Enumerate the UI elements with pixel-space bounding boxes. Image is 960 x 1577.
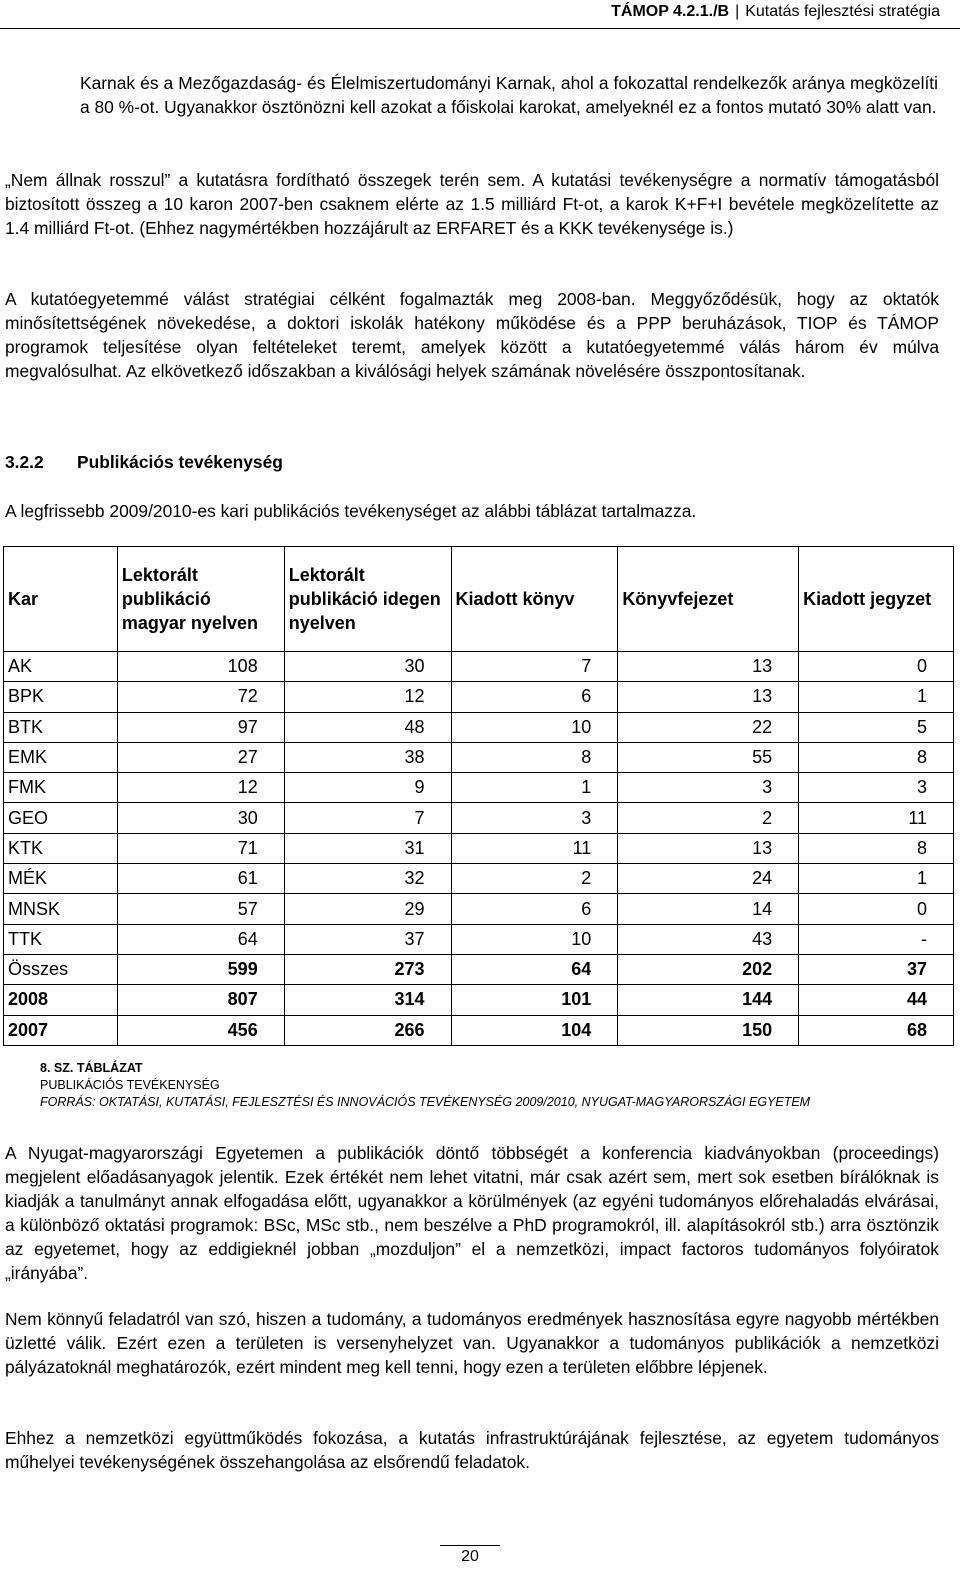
table-cell-value: 0 bbox=[799, 652, 954, 682]
table-caption bbox=[40, 1060, 810, 1111]
table-cell-value: 6 bbox=[451, 894, 618, 924]
paragraph-1: Karnak és a Mezőgazdaság- és Élelmiszertudományi Karnak, ahol a fokozattal rendelkezők aránya megközelíti a 80 %-ot. Ugyanakkor ösztönözni kell azokat a főiskolai karokat, amelyeknél ez a fontos mutató 30% alatt van. bbox=[80, 73, 938, 117]
page-number: 20 bbox=[461, 1548, 479, 1565]
table-cell-value: 38 bbox=[284, 742, 451, 772]
table-row bbox=[4, 864, 954, 894]
table-cell-value: 30 bbox=[117, 803, 284, 833]
table-cell-value: 3 bbox=[618, 773, 799, 803]
table-cell-value: 72 bbox=[117, 682, 284, 712]
table-cell-value: 10 bbox=[451, 924, 618, 954]
paragraph-2: „Nem állnak rosszul” a kutatásra fordítható összegek terén sem. A kutatási tevékenységre a normatív támogatásból biztosított összeg a 10 karon 2007-ben csaknem elérte az 1.5 milliárd Ft-ot, a karok K+F+I bevétele megközelítette az 1.4 milliárd Ft-ot. (Ehhez nagymértékben hozzájárult az ERFARET és a KKK tevékenysége is.) bbox=[5, 170, 939, 238]
table-cell-value: 61 bbox=[117, 864, 284, 894]
table-cell-value: 29 bbox=[284, 894, 451, 924]
table-cell-value: 144 bbox=[618, 985, 799, 1015]
paragraph-4: A legfrissebb 2009/2010-es kari publikációs tevékenységet az alábbi táblázat tartalmazza. bbox=[5, 501, 697, 521]
table-cell-kar: BTK bbox=[4, 712, 118, 742]
table-cell-value: 6 bbox=[451, 682, 618, 712]
table-cell-value: 31 bbox=[284, 833, 451, 863]
table-cell-kar: BPK bbox=[4, 682, 118, 712]
table-cell-value: 599 bbox=[117, 954, 284, 984]
table-header-row bbox=[4, 547, 954, 652]
table-cell-value: 32 bbox=[284, 864, 451, 894]
paragraph-3: A kutatóegyetemmé válást stratégiai célként fogalmazták meg 2008-ban. Meggyőződésük, hogy az oktatók minősítettségének növekedése, a doktori iskolák hatékony működése és a PPP beruházások, TIOP és TÁMOP programok teljesítése olyan feltételeket teremt, amelyek között a kutatóegyetemmé válás három év múlva megvalósulhat. Az elkövetkező időszakban a kiválósági helyek számának növelésére összpontosítanak. bbox=[5, 289, 939, 381]
table-cell-value: 1 bbox=[799, 682, 954, 712]
table-cell-value: 202 bbox=[618, 954, 799, 984]
table-row bbox=[4, 985, 954, 1015]
header-konyvfejezet: Könyvfejezet bbox=[618, 547, 799, 652]
table-row bbox=[4, 1015, 954, 1045]
table-cell-value: - bbox=[799, 924, 954, 954]
caption-label: SZ. TÁBLÁZAT bbox=[53, 1061, 143, 1075]
table-cell-value: 10 bbox=[451, 712, 618, 742]
table-row bbox=[4, 712, 954, 742]
table-cell-value: 64 bbox=[451, 954, 618, 984]
table-row bbox=[4, 924, 954, 954]
table-cell-value: 24 bbox=[618, 864, 799, 894]
table-cell-kar: FMK bbox=[4, 773, 118, 803]
table-row bbox=[4, 833, 954, 863]
table-cell-value: 2 bbox=[618, 803, 799, 833]
table-cell-kar: Összes bbox=[4, 954, 118, 984]
table-row bbox=[4, 803, 954, 833]
caption-title: PUBLIKÁCIÓS TEVÉKENYSÉG bbox=[40, 1078, 220, 1092]
table-cell-kar: AK bbox=[4, 652, 118, 682]
table-cell-value: 11 bbox=[799, 803, 954, 833]
table-cell-kar: MÉK bbox=[4, 864, 118, 894]
table-row bbox=[4, 954, 954, 984]
table-cell-value: 104 bbox=[451, 1015, 618, 1045]
table-cell-value: 273 bbox=[284, 954, 451, 984]
table-cell-value: 11 bbox=[451, 833, 618, 863]
table-cell-value: 44 bbox=[799, 985, 954, 1015]
table-cell-value: 9 bbox=[284, 773, 451, 803]
table-cell-value: 14 bbox=[618, 894, 799, 924]
section-number: 3.2.2 bbox=[5, 452, 44, 472]
table-cell-value: 7 bbox=[284, 803, 451, 833]
table-cell-value: 68 bbox=[799, 1015, 954, 1045]
table-cell-value: 1 bbox=[799, 864, 954, 894]
header-separator: | bbox=[735, 3, 740, 20]
table-cell-value: 5 bbox=[799, 712, 954, 742]
table-row bbox=[4, 652, 954, 682]
table-cell-value: 1 bbox=[451, 773, 618, 803]
header-lektoralt-idegen: Lektorált publikáció idegen nyelven bbox=[284, 547, 451, 652]
table-row bbox=[4, 773, 954, 803]
section-title: Publikációs tevékenység bbox=[77, 452, 283, 472]
table-cell-value: 266 bbox=[284, 1015, 451, 1045]
table-cell-value: 12 bbox=[284, 682, 451, 712]
table-cell-value: 0 bbox=[799, 894, 954, 924]
header-lektoralt-magyar: Lektorált publikáció magyar nyelven bbox=[117, 547, 284, 652]
table-cell-value: 8 bbox=[799, 833, 954, 863]
table-cell-kar: MNSK bbox=[4, 894, 118, 924]
paragraph-6: Nem könnyű feladatról van szó, hiszen a tudomány, a tudományos eredmények hasznosítása egyre nagyobb mértékben üzletté válik. Ezért ezen a területen is versenyhelyzet van. Ugyanakkor a tudományos publikációk a nemzetközi pályázatoknál meghatározók, ezért mindent meg kell tenni, hogy ezen a területen előbbre lépjenek. bbox=[5, 1309, 939, 1377]
table-cell-value: 314 bbox=[284, 985, 451, 1015]
table-cell-value: 13 bbox=[618, 682, 799, 712]
table-cell-value: 48 bbox=[284, 712, 451, 742]
table-cell-value: 37 bbox=[799, 954, 954, 984]
table-cell-value: 3 bbox=[799, 773, 954, 803]
table-cell-value: 807 bbox=[117, 985, 284, 1015]
header-kar: Kar bbox=[4, 547, 118, 652]
table-cell-value: 57 bbox=[117, 894, 284, 924]
table-cell-value: 8 bbox=[451, 742, 618, 772]
table-cell-value: 97 bbox=[117, 712, 284, 742]
table-cell-value: 37 bbox=[284, 924, 451, 954]
table-cell-kar: 2008 bbox=[4, 985, 118, 1015]
table-cell-value: 22 bbox=[618, 712, 799, 742]
table-cell-kar: KTK bbox=[4, 833, 118, 863]
table-cell-value: 55 bbox=[618, 742, 799, 772]
header-kiadott-konyv: Kiadott könyv bbox=[451, 547, 618, 652]
header-project: TÁMOP 4.2.1./B bbox=[611, 3, 730, 20]
table-cell-value: 27 bbox=[117, 742, 284, 772]
table-cell-kar: 2007 bbox=[4, 1015, 118, 1045]
table-row bbox=[4, 682, 954, 712]
table-cell-value: 101 bbox=[451, 985, 618, 1015]
table-cell-value: 150 bbox=[618, 1015, 799, 1045]
table-row bbox=[4, 894, 954, 924]
table-cell-value: 13 bbox=[618, 833, 799, 863]
table-cell-value: 13 bbox=[618, 652, 799, 682]
table-cell-kar: TTK bbox=[4, 924, 118, 954]
page-header bbox=[0, 0, 960, 29]
table-cell-value: 3 bbox=[451, 803, 618, 833]
header-title: Kutatás fejlesztési stratégia bbox=[745, 3, 940, 20]
table-cell-kar: EMK bbox=[4, 742, 118, 772]
table-cell-value: 71 bbox=[117, 833, 284, 863]
paragraph-7: Ehhez a nemzetközi együttműködés fokozása, a kutatás infrastruktúrájának fejlesztése, az egyetem tudományos műhelyei tevékenységének összehangolása az elsőrendű feladatok. bbox=[5, 1428, 939, 1472]
table-cell-value: 43 bbox=[618, 924, 799, 954]
table-cell-value: 64 bbox=[117, 924, 284, 954]
header-text bbox=[611, 3, 940, 21]
header-kiadott-jegyzet: Kiadott jegyzet bbox=[799, 547, 954, 652]
table-cell-value: 12 bbox=[117, 773, 284, 803]
table-cell-value: 108 bbox=[117, 652, 284, 682]
caption-number: 8. bbox=[40, 1061, 51, 1075]
section-heading bbox=[5, 452, 283, 473]
table-cell-kar: GEO bbox=[4, 803, 118, 833]
table-cell-value: 8 bbox=[799, 742, 954, 772]
table-row bbox=[4, 742, 954, 772]
table-cell-value: 456 bbox=[117, 1015, 284, 1045]
paragraph-5: A Nyugat-magyarországi Egyetemen a publikációk döntő többségét a konferencia kiadványokban (proceedings) megjelent előadásanyagok jelentik. Ezek értékét nem lehet vitatni, már csak azért sem, mert sok esetben bírálóknak is kiadják a tanulmányt annak elfogadása előtt, ugyanakkor a körülmények (az egyéni tudományos előrehaladás elvárásai, a különböző oktatási programok: BSc, MSc stb., nem beszélve a PhD programokról, ill. alapításokról stb.) arra ösztönzik az egyetemet, hogy az eddigieknél jobban „mozduljon” el a nemzetközi, impact factoros tudományos folyóiratok „irányába”. bbox=[5, 1143, 939, 1283]
table-cell-value: 2 bbox=[451, 864, 618, 894]
table-cell-value: 7 bbox=[451, 652, 618, 682]
caption-source: FORRÁS: OKTATÁSI, KUTATÁSI, FEJLESZTÉSI ÉS INNOVÁCIÓS TEVÉKENYSÉG 2009/2010, NYUGAT-MAGYARORSZÁGI EGYETEM bbox=[40, 1095, 811, 1109]
footer-divider bbox=[440, 1545, 500, 1546]
table-cell-value: 30 bbox=[284, 652, 451, 682]
publication-table bbox=[3, 546, 954, 1046]
